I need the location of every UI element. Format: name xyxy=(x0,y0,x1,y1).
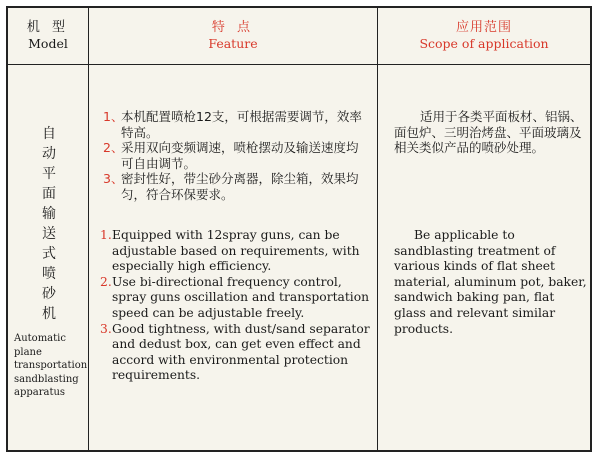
feature-text-zh: 密封性好，带尘砂分离器，除尘箱，效果均匀，符合环保要求。 xyxy=(121,171,359,202)
model-name-en: Automatic plane transportation sandblasting apparatus xyxy=(14,333,88,398)
model-name-zh-char: 自 xyxy=(42,126,56,142)
spec-table xyxy=(6,6,592,452)
model-name-zh-char: 面 xyxy=(42,186,56,202)
feature-item-en xyxy=(100,228,372,275)
feature-number: 3. xyxy=(100,321,112,336)
feature-item-zh xyxy=(103,140,363,171)
header-scope xyxy=(378,8,590,64)
feature-text-zh: 本机配置喷枪12支，可根据需要调节，效率特高。 xyxy=(121,109,362,140)
model-name-zh-char: 输 xyxy=(42,206,56,222)
feature-item-en xyxy=(100,322,372,384)
feature-list-zh xyxy=(103,109,363,202)
feature-list-en xyxy=(100,228,372,384)
feature-text-en: Good tightness, with dust/sand separator and dedust box, can get even effect and accord with environmental protection requirements. xyxy=(112,321,370,383)
feature-item-zh xyxy=(103,171,363,202)
header-scope-zh: 应用范围 xyxy=(455,20,512,36)
scope-text-zh: 适用于各类平面板材、铝锅、面包炉、三明治烤盘、平面玻璃及相关类似产品的喷砂处理。 xyxy=(394,109,583,155)
header-model-en: Model xyxy=(28,36,68,52)
feature-item-zh xyxy=(103,109,363,140)
model-name-zh-char: 平 xyxy=(42,166,56,182)
feature-text-en: Use bi-directional frequency control, spray guns oscillation and transportation speed can be adjustable freely. xyxy=(112,274,370,320)
header-scope-en: Scope of application xyxy=(419,36,549,52)
header-model-zh: 机 型 xyxy=(26,20,70,36)
feature-number: 1. xyxy=(100,228,112,242)
model-name-zh-char: 砂 xyxy=(42,286,56,302)
feature-number: 1、 xyxy=(103,109,124,124)
feature-number: 2、 xyxy=(103,140,124,155)
header-feature-en: Feature xyxy=(208,36,258,52)
header-model xyxy=(8,8,88,64)
header-feature xyxy=(89,8,377,64)
model-name-zh-char: 式 xyxy=(42,246,56,262)
model-name-zh-char: 动 xyxy=(42,146,56,162)
column-divider xyxy=(377,8,378,450)
scope-text-en: Be applicable to sandblasting treatment of various kinds of flat sheet material, aluminum pot, baker, sandwich baking pan, flat glass and relevant similar products. xyxy=(394,228,587,336)
feature-item-en xyxy=(100,275,372,322)
header-divider xyxy=(8,64,590,65)
model-name-zh-char: 喷 xyxy=(42,266,56,282)
header-feature-zh: 特 点 xyxy=(211,20,255,36)
feature-number: 2. xyxy=(100,274,112,289)
feature-text-zh: 采用双向变频调速，喷枪摆动及输送速度均可自由调节。 xyxy=(121,140,359,171)
model-name-zh xyxy=(8,124,90,324)
model-name-zh-char: 机 xyxy=(42,306,56,322)
feature-number: 3、 xyxy=(103,171,124,186)
feature-text-en: Equipped with 12spray guns, can be adjustable based on requirements, with especially high efficiency. xyxy=(112,228,360,274)
model-name-zh-char: 送 xyxy=(42,226,56,242)
